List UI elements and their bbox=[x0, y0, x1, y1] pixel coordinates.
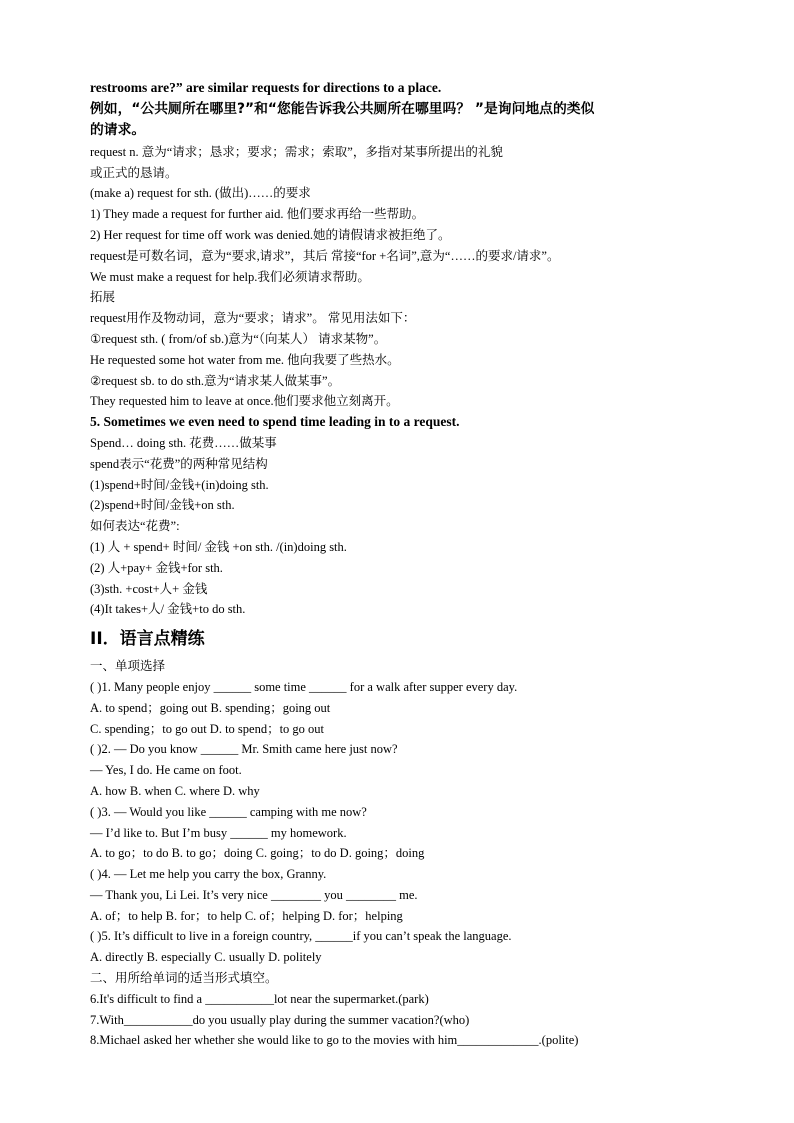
exercise-line: ( )3. — Would you like ______ camping with me now? bbox=[90, 804, 367, 819]
text-line: (2)spend+时间/金钱+on sth. bbox=[90, 498, 235, 513]
text-line: 5. Sometimes we even need to spend time leading in to a request. bbox=[90, 414, 460, 430]
text-line: 1) They made a request for further aid. 他们要求再给一些帮助。 bbox=[90, 207, 425, 222]
text-line: 拓展 bbox=[90, 290, 116, 305]
text-line: 如何表达“花费”: bbox=[90, 519, 180, 534]
exercise-subheading: 二、用所给单词的适当形式填空。 bbox=[90, 970, 278, 986]
exercise-line: 7.With___________do you usually play during the summer vacation?(who) bbox=[90, 1012, 470, 1027]
text-line: (3)sth. +cost+人+ 金钱 bbox=[90, 581, 208, 596]
exercise-subheading: 一、单项选择 bbox=[90, 658, 166, 674]
text-line: ②request sb. to do sth.意为“请求某人做某事”。 bbox=[90, 373, 341, 388]
text-line: 2) Her request for time off work was denied.她的请假请求被拒绝了。 bbox=[90, 227, 451, 242]
exercise-line: C. spending；to go out D. to spend；to go out bbox=[90, 721, 325, 736]
section-heading: II．语言点精练 bbox=[90, 629, 205, 650]
text-line: spend表示“花费”的两种常见结构 bbox=[90, 456, 268, 471]
exercise-line: 6.It's difficult to find a ___________lot near the supermarket.(park) bbox=[90, 991, 429, 1006]
exercise-line: A. to spend；going out B. spending；going out bbox=[90, 700, 331, 715]
exercise-line: — Yes, I do. He came on foot. bbox=[90, 763, 242, 778]
text-line: restrooms are?” are similar requests for directions to a place. bbox=[90, 80, 442, 95]
exercise-line: A. of；to help B. for；to help C. of；helping D. for；helping bbox=[90, 908, 403, 923]
exercise-line: A. to go；to do B. to go；doing C. going；to do D. going；doing bbox=[90, 846, 425, 861]
exercise-line: — Thank you, Li Lei. It’s very nice ________ you ________ me. bbox=[90, 887, 418, 902]
text-line: ①request sth. ( from/of sb.)意为“（向某人） 请求某物”。 bbox=[90, 331, 387, 346]
text-line: (1) 人 + spend+ 时间/ 金钱 +on sth. /(in)doing sth. bbox=[90, 539, 347, 554]
exercise-line: ( )5. It’s difficult to live in a foreign country, ______if you can’t speak the language. bbox=[90, 929, 512, 944]
text-line: (2) 人+pay+ 金钱+for sth. bbox=[90, 560, 223, 575]
text-line: They requested him to leave at once.他们要求他立刻离开。 bbox=[90, 394, 399, 409]
exercise-line: ( )2. — Do you know ______ Mr. Smith came here just now? bbox=[90, 742, 398, 757]
exercise-line: A. how B. when C. where D. why bbox=[90, 783, 260, 798]
text-line: We must make a request for help.我们必须请求帮助。 bbox=[90, 269, 370, 284]
document-content bbox=[90, 78, 710, 1051]
exercise-line: 8.Michael asked her whether she would like to go to the movies with him_____________.(polite) bbox=[90, 1033, 579, 1048]
text-line: 或正式的恳请。 bbox=[90, 165, 178, 180]
text-line: 例如，“公共厕所在哪里?”和“您能告诉我公共厕所在哪里吗？ ”是询问地点的类似 bbox=[90, 100, 595, 117]
text-line: He requested some hot water from me. 他向我要了些热水。 bbox=[90, 352, 400, 367]
text-line: request是可数名词，意为“要求,请求”，其后 常接“for +名词”,意为“……的要求/请求”。 bbox=[90, 248, 560, 263]
exercise-line: — I’d like to. But I’m busy ______ my homework. bbox=[90, 825, 347, 840]
exercise-line: ( )1. Many people enjoy ______ some time ______ for a walk after supper every day. bbox=[90, 679, 518, 694]
text-line: Spend… doing sth. 花费……做某事 bbox=[90, 435, 277, 450]
exercise-line: ( )4. — Let me help you carry the box, Granny. bbox=[90, 867, 327, 882]
text-line: (4)It takes+人/ 金钱+to do sth. bbox=[90, 602, 246, 617]
text-line: request用作及物动词，意为“要求；请求”。 常见用法如下： bbox=[90, 311, 416, 326]
text-line: 的请求。 bbox=[90, 122, 146, 139]
exercise-line: A. directly B. especially C. usually D. politely bbox=[90, 950, 322, 965]
text-line: request n. 意为“请求；恳求；要求；需求；索取”，多指对某事所提出的礼貌 bbox=[90, 144, 503, 159]
text-line: (make a) request for sth. (做出)……的要求 bbox=[90, 186, 311, 201]
text-line: (1)spend+时间/金钱+(in)doing sth. bbox=[90, 477, 269, 492]
